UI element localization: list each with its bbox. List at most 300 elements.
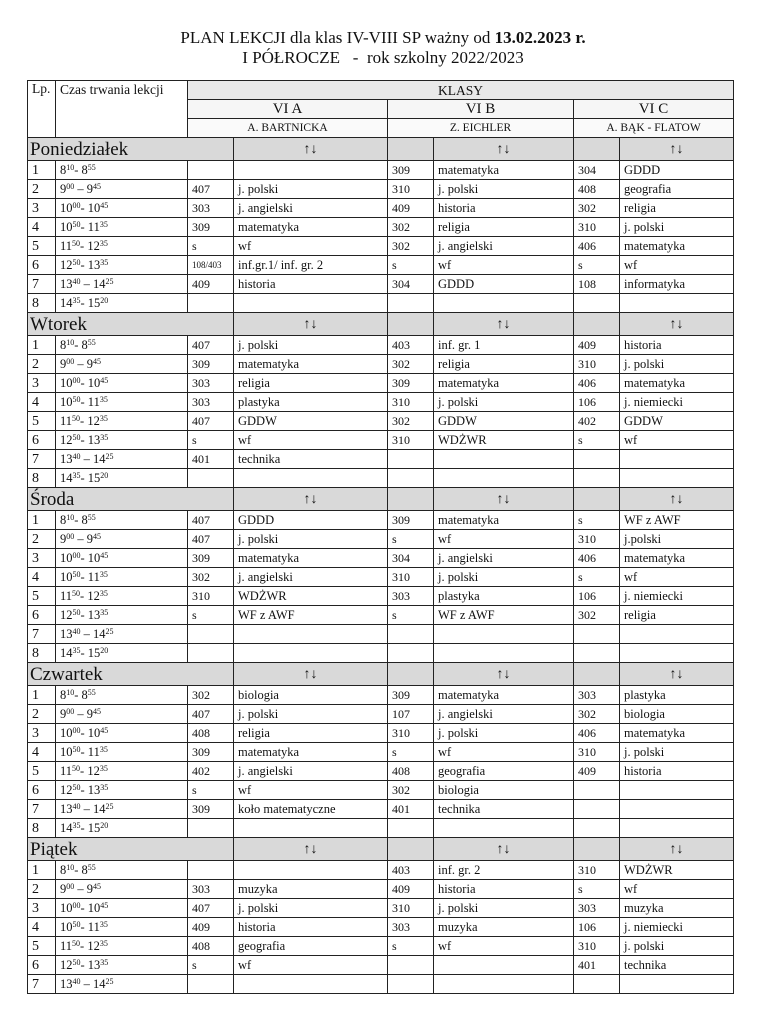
room-cell: 310 <box>574 355 620 374</box>
subject-cell: j. polski <box>434 899 574 918</box>
room-cell <box>574 800 620 819</box>
lesson-number: 5 <box>28 237 56 256</box>
room-cell: 406 <box>574 724 620 743</box>
room-cell: 401 <box>188 450 234 469</box>
subject-cell: j. angielski <box>234 568 388 587</box>
room-cell: 310 <box>574 530 620 549</box>
time-start-hour: 12 <box>60 257 73 272</box>
time-start-hour: 8 <box>60 687 67 702</box>
lesson-row <box>28 549 734 568</box>
lesson-number: 3 <box>28 374 56 393</box>
subject-cell: j. polski <box>434 393 574 412</box>
lesson-row <box>28 880 734 899</box>
time-separator: – <box>74 881 87 896</box>
day-name: Poniedziałek <box>28 138 234 161</box>
day-header-row <box>28 488 734 511</box>
subject-cell: wf <box>234 431 388 450</box>
header-czas: Czas trwania lekcji <box>56 81 188 138</box>
time-end-minute: 45 <box>100 550 109 560</box>
subject-cell <box>620 450 734 469</box>
lesson-row <box>28 956 734 975</box>
time-start-hour: 9 <box>60 531 67 546</box>
time-end-hour: 10 <box>87 375 101 390</box>
subject-cell: muzyka <box>234 880 388 899</box>
time-start-hour: 10 <box>60 200 73 215</box>
room-cell <box>188 625 234 644</box>
subject-cell: matematyka <box>434 374 574 393</box>
time-end-hour: 14 <box>93 276 106 291</box>
time-start-hour: 14 <box>60 645 73 660</box>
lesson-number: 3 <box>28 199 56 218</box>
lesson-time <box>56 800 188 819</box>
time-start-hour: 13 <box>60 626 73 641</box>
subject-cell: religia <box>620 606 734 625</box>
lesson-time <box>56 743 188 762</box>
time-start-hour: 14 <box>60 470 73 485</box>
subject-cell: matematyka <box>234 218 388 237</box>
lesson-row <box>28 861 734 880</box>
time-start-hour: 9 <box>60 181 67 196</box>
lesson-row <box>28 412 734 431</box>
subject-cell <box>434 450 574 469</box>
room-cell <box>574 819 620 838</box>
subject-cell: wf <box>620 431 734 450</box>
time-start-minute: 40 <box>72 451 81 461</box>
room-cell <box>188 861 234 880</box>
lesson-number: 2 <box>28 355 56 374</box>
subject-cell <box>620 819 734 838</box>
time-start-hour: 10 <box>60 394 73 409</box>
time-end-hour: 9 <box>86 356 93 371</box>
lesson-time <box>56 899 188 918</box>
room-cell: 403 <box>388 336 434 355</box>
time-end-hour: 13 <box>87 957 101 972</box>
room-cell: 310 <box>388 393 434 412</box>
room-cell: 402 <box>574 412 620 431</box>
subject-cell: technika <box>234 450 388 469</box>
room-cell <box>574 469 620 488</box>
time-separator: - <box>80 782 88 797</box>
time-start-minute: 00 <box>66 881 75 891</box>
time-separator: - <box>80 744 88 759</box>
arrows-icon: ↑↓ <box>234 838 388 861</box>
subject-cell: j. angielski <box>234 762 388 781</box>
time-start-hour: 10 <box>60 569 73 584</box>
lesson-number: 1 <box>28 336 56 355</box>
time-end-minute: 45 <box>93 706 101 716</box>
lesson-number: 1 <box>28 511 56 530</box>
lesson-time <box>56 450 188 469</box>
subject-cell: historia <box>434 880 574 899</box>
time-end-minute: 55 <box>87 162 96 172</box>
time-end-minute: 35 <box>99 744 108 754</box>
lesson-time <box>56 199 188 218</box>
subject-cell: j. angielski <box>434 237 574 256</box>
room-cell: s <box>188 237 234 256</box>
subject-cell: historia <box>234 275 388 294</box>
time-end-hour: 12 <box>87 588 100 603</box>
time-start-minute: 40 <box>72 626 81 636</box>
subject-cell <box>234 161 388 180</box>
time-end-minute: 45 <box>100 725 109 735</box>
time-start-hour: 14 <box>60 295 73 310</box>
arrows-icon: ↑↓ <box>234 138 388 161</box>
lesson-row <box>28 431 734 450</box>
time-end-minute: 35 <box>99 588 108 598</box>
subject-cell: wf <box>434 256 574 275</box>
room-cell: 310 <box>388 724 434 743</box>
subject-cell <box>620 800 734 819</box>
arrows-icon: ↑↓ <box>620 488 734 511</box>
lesson-row <box>28 606 734 625</box>
room-cell: 408 <box>388 762 434 781</box>
room-cell: 310 <box>574 937 620 956</box>
day-header-row <box>28 138 734 161</box>
lesson-row <box>28 568 734 587</box>
time-start-minute: 00 <box>72 725 81 735</box>
subject-cell: informatyka <box>620 275 734 294</box>
arrows-icon: ↑↓ <box>434 663 574 686</box>
lesson-time <box>56 412 188 431</box>
time-separator: - <box>74 512 82 527</box>
lesson-row <box>28 686 734 705</box>
room-cell: 310 <box>188 587 234 606</box>
lesson-number: 6 <box>28 256 56 275</box>
lesson-number: 6 <box>28 956 56 975</box>
room-cell <box>188 294 234 313</box>
subject-cell <box>234 819 388 838</box>
lesson-number: 4 <box>28 218 56 237</box>
subject-cell <box>234 625 388 644</box>
room-cell: 408 <box>188 724 234 743</box>
class-name: VI C <box>574 100 734 119</box>
room-cell: 309 <box>388 686 434 705</box>
subject-cell: j. polski <box>234 180 388 199</box>
room-cell: 310 <box>388 180 434 199</box>
lesson-time <box>56 294 188 313</box>
lesson-number: 7 <box>28 625 56 644</box>
time-end-hour: 14 <box>93 626 106 641</box>
time-start-minute: 50 <box>72 588 81 598</box>
lesson-time <box>56 975 188 994</box>
time-start-hour: 9 <box>60 706 67 721</box>
subject-cell: wf <box>434 937 574 956</box>
room-cell <box>574 294 620 313</box>
room-cell: 304 <box>574 161 620 180</box>
subject-cell: j. polski <box>234 336 388 355</box>
room-cell <box>388 450 434 469</box>
subject-cell <box>620 469 734 488</box>
time-end-minute: 35 <box>99 219 108 229</box>
lesson-time <box>56 180 188 199</box>
room-cell: 303 <box>574 686 620 705</box>
lesson-row <box>28 800 734 819</box>
time-start-hour: 8 <box>60 862 67 877</box>
time-start-minute: 35 <box>72 645 81 655</box>
time-start-minute: 35 <box>72 470 81 480</box>
subject-cell: j. angielski <box>434 705 574 724</box>
lesson-number: 6 <box>28 781 56 800</box>
lesson-number: 4 <box>28 918 56 937</box>
room-cell: 302 <box>388 781 434 800</box>
lesson-number: 1 <box>28 161 56 180</box>
time-end-minute: 45 <box>100 200 109 210</box>
lesson-number: 5 <box>28 937 56 956</box>
time-end-hour: 15 <box>87 470 101 485</box>
subject-cell: matematyka <box>234 355 388 374</box>
lesson-time <box>56 819 188 838</box>
subject-cell <box>434 644 574 663</box>
lesson-time <box>56 781 188 800</box>
subject-cell: j. polski <box>434 568 574 587</box>
room-cell: 409 <box>388 880 434 899</box>
lesson-row <box>28 937 734 956</box>
room-cell: 310 <box>388 568 434 587</box>
room-cell <box>388 956 434 975</box>
time-end-minute: 35 <box>99 394 108 404</box>
room-cell: 303 <box>388 587 434 606</box>
day-name: Wtorek <box>28 313 234 336</box>
document-title <box>0 28 766 68</box>
time-start-minute: 10 <box>66 337 75 347</box>
room-cell: 302 <box>188 686 234 705</box>
room-cell <box>388 625 434 644</box>
subject-cell: religia <box>234 724 388 743</box>
room-cell: s <box>188 606 234 625</box>
time-start-hour: 11 <box>60 938 73 953</box>
room-cell <box>188 644 234 663</box>
time-separator: - <box>80 645 88 660</box>
time-start-hour: 10 <box>60 900 73 915</box>
time-start-minute: 10 <box>66 162 75 172</box>
room-cell: s <box>574 880 620 899</box>
subject-cell <box>234 861 388 880</box>
subject-cell: geografia <box>234 937 388 956</box>
time-end-hour: 13 <box>87 257 101 272</box>
time-end-hour: 13 <box>87 607 101 622</box>
day-header-cell <box>574 663 620 686</box>
lesson-row <box>28 530 734 549</box>
subject-cell: inf. gr. 2 <box>434 861 574 880</box>
lesson-time <box>56 393 188 412</box>
room-cell: 310 <box>388 899 434 918</box>
time-end-hour: 11 <box>87 394 100 409</box>
lesson-row <box>28 511 734 530</box>
room-cell: 408 <box>188 937 234 956</box>
lesson-row <box>28 218 734 237</box>
arrows-icon: ↑↓ <box>620 838 734 861</box>
room-cell: 302 <box>574 199 620 218</box>
arrows-icon: ↑↓ <box>620 313 734 336</box>
time-start-minute: 40 <box>72 801 81 811</box>
timetable <box>27 80 734 994</box>
room-cell: 108 <box>574 275 620 294</box>
time-end-minute: 35 <box>100 957 109 967</box>
time-start-hour: 11 <box>60 763 73 778</box>
title-line <box>0 28 766 48</box>
time-start-hour: 11 <box>60 413 73 428</box>
room-cell: 106 <box>574 587 620 606</box>
lesson-time <box>56 861 188 880</box>
lesson-row <box>28 275 734 294</box>
subject-cell: historia <box>620 336 734 355</box>
lesson-row <box>28 819 734 838</box>
lesson-time <box>56 568 188 587</box>
time-end-minute: 20 <box>100 645 109 655</box>
lesson-time <box>56 237 188 256</box>
room-cell: 409 <box>574 336 620 355</box>
lesson-number: 8 <box>28 294 56 313</box>
time-start-minute: 00 <box>66 356 75 366</box>
time-start-hour: 9 <box>60 881 67 896</box>
subject-cell: GDDW <box>234 412 388 431</box>
lesson-number: 5 <box>28 587 56 606</box>
time-separator: – <box>80 976 93 991</box>
room-cell: 407 <box>188 511 234 530</box>
time-separator: - <box>80 432 88 447</box>
time-end-minute: 35 <box>99 919 108 929</box>
lesson-time <box>56 218 188 237</box>
lesson-number: 2 <box>28 705 56 724</box>
subject-cell: wf <box>234 956 388 975</box>
subject-cell: matematyka <box>620 724 734 743</box>
lesson-number: 4 <box>28 568 56 587</box>
time-end-minute: 20 <box>100 470 109 480</box>
time-start-minute: 50 <box>72 238 81 248</box>
day-header-cell <box>574 313 620 336</box>
time-start-hour: 9 <box>60 356 67 371</box>
time-end-hour: 11 <box>87 569 100 584</box>
lesson-number: 5 <box>28 762 56 781</box>
room-cell: 310 <box>574 743 620 762</box>
subject-cell: wf <box>620 880 734 899</box>
lesson-number: 7 <box>28 800 56 819</box>
room-cell: 310 <box>388 431 434 450</box>
time-separator: - <box>80 550 88 565</box>
time-end-minute: 55 <box>87 862 96 872</box>
lesson-time <box>56 918 188 937</box>
room-cell <box>388 294 434 313</box>
subject-cell: matematyka <box>234 549 388 568</box>
time-start-minute: 50 <box>72 919 81 929</box>
time-end-hour: 15 <box>87 820 101 835</box>
room-cell <box>574 450 620 469</box>
lesson-number: 7 <box>28 275 56 294</box>
subject-cell: j. polski <box>620 355 734 374</box>
time-end-minute: 35 <box>100 607 109 617</box>
time-start-minute: 50 <box>72 569 81 579</box>
time-start-minute: 50 <box>72 394 81 404</box>
lesson-number: 7 <box>28 450 56 469</box>
subject-cell: wf <box>234 237 388 256</box>
time-separator: - <box>80 607 88 622</box>
room-cell: 401 <box>574 956 620 975</box>
time-end-hour: 11 <box>87 219 100 234</box>
time-separator: – <box>80 276 93 291</box>
day-header-cell <box>388 663 434 686</box>
time-start-hour: 8 <box>60 337 67 352</box>
time-start-minute: 35 <box>72 820 81 830</box>
day-header-row <box>28 838 734 861</box>
time-separator: - <box>80 375 88 390</box>
room-cell: 309 <box>388 374 434 393</box>
time-start-minute: 10 <box>66 862 75 872</box>
room-cell: 309 <box>188 218 234 237</box>
lesson-row <box>28 625 734 644</box>
room-cell: s <box>388 530 434 549</box>
room-cell <box>574 625 620 644</box>
time-start-minute: 50 <box>72 257 81 267</box>
time-start-hour: 12 <box>60 432 73 447</box>
lesson-number: 3 <box>28 549 56 568</box>
time-end-hour: 9 <box>86 531 93 546</box>
time-separator: - <box>80 820 88 835</box>
room-cell: 309 <box>188 355 234 374</box>
subject-cell: j. polski <box>620 218 734 237</box>
time-end-minute: 20 <box>100 295 109 305</box>
time-end-hour: 10 <box>87 200 101 215</box>
time-end-hour: 8 <box>81 162 88 177</box>
time-end-hour: 8 <box>81 512 88 527</box>
day-header-cell <box>574 488 620 511</box>
day-name: Czwartek <box>28 663 234 686</box>
room-cell: 309 <box>388 511 434 530</box>
subject-cell <box>434 956 574 975</box>
room-cell: s <box>388 606 434 625</box>
subject-cell: religia <box>620 199 734 218</box>
room-cell: 302 <box>574 705 620 724</box>
lesson-time <box>56 374 188 393</box>
time-end-hour: 10 <box>87 900 101 915</box>
subject-cell: historia <box>620 762 734 781</box>
lesson-number: 8 <box>28 644 56 663</box>
lesson-row <box>28 161 734 180</box>
room-cell: 107 <box>388 705 434 724</box>
room-cell: 302 <box>388 412 434 431</box>
subject-cell: religia <box>234 374 388 393</box>
lesson-row <box>28 644 734 663</box>
subject-cell <box>434 469 574 488</box>
day-header-cell <box>388 138 434 161</box>
lesson-number: 6 <box>28 431 56 450</box>
subject-cell: koło matematyczne <box>234 800 388 819</box>
title-text: PLAN LEKCJI dla klas IV-VIII SP ważny od <box>180 28 495 47</box>
arrows-icon: ↑↓ <box>620 663 734 686</box>
lesson-number: 2 <box>28 530 56 549</box>
time-end-minute: 25 <box>105 276 114 286</box>
time-start-hour: 11 <box>60 588 73 603</box>
lesson-time <box>56 762 188 781</box>
subject-cell: matematyka <box>434 686 574 705</box>
time-start-hour: 13 <box>60 801 73 816</box>
time-end-minute: 45 <box>93 881 101 891</box>
time-start-hour: 13 <box>60 976 73 991</box>
subject-cell: plastyka <box>234 393 388 412</box>
subject-cell: biologia <box>434 781 574 800</box>
day-header-cell <box>574 138 620 161</box>
time-start-minute: 50 <box>72 957 81 967</box>
room-cell: s <box>188 431 234 450</box>
subject-cell: j. angielski <box>234 199 388 218</box>
room-cell: 407 <box>188 530 234 549</box>
time-start-hour: 12 <box>60 607 73 622</box>
room-cell <box>188 469 234 488</box>
lesson-row <box>28 724 734 743</box>
lesson-time <box>56 686 188 705</box>
room-cell: s <box>188 781 234 800</box>
room-cell: 409 <box>388 199 434 218</box>
room-cell: 303 <box>188 374 234 393</box>
